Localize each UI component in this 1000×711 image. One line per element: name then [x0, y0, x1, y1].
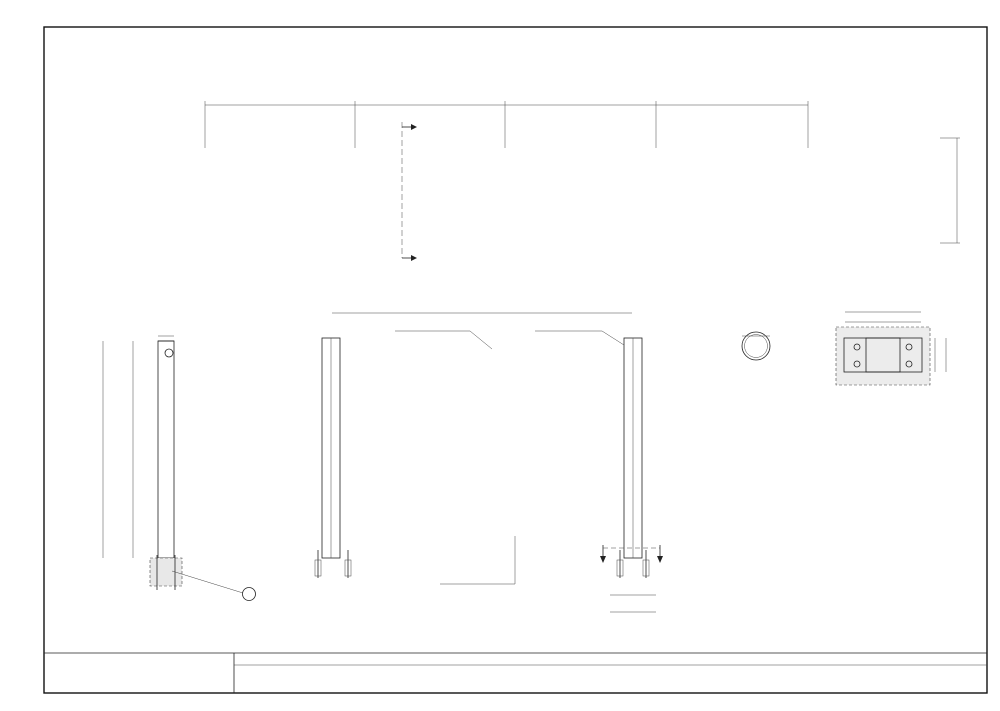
section-aa — [103, 336, 256, 601]
section-bb — [836, 312, 946, 385]
front-view — [205, 101, 960, 261]
top-pipe-section — [742, 332, 770, 360]
title-block — [234, 653, 987, 693]
detail-front-view — [315, 313, 663, 612]
